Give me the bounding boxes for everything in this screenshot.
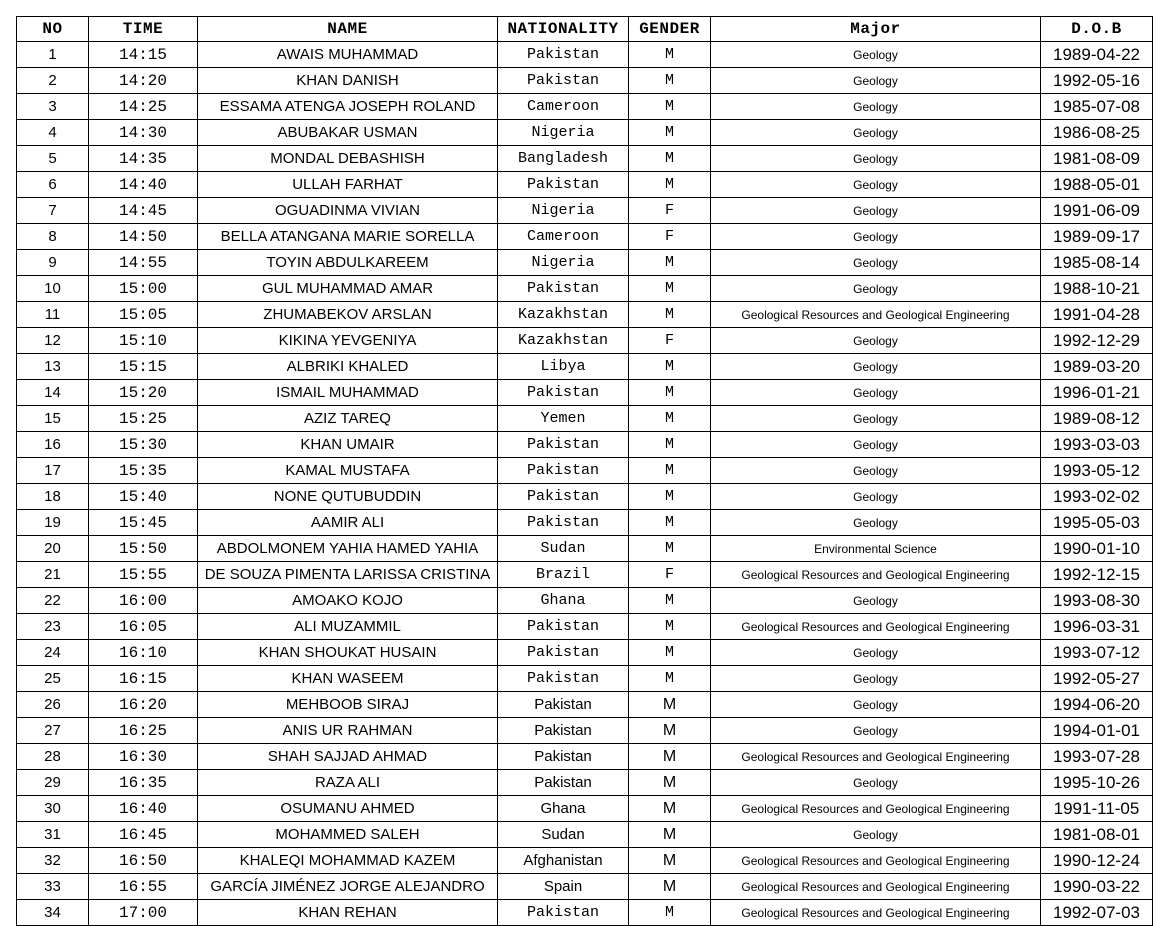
table-row (17, 276, 1153, 302)
cell-no: 23 (17, 614, 89, 640)
cell-gender: F (629, 224, 711, 250)
cell-major: Environmental Science (711, 536, 1041, 562)
cell-dob: 1993-08-30 (1041, 588, 1153, 614)
cell-time: 15:25 (89, 406, 198, 432)
cell-name: BELLA ATANGANA MARIE SORELLA (198, 224, 498, 250)
header-gender: GENDER (629, 17, 711, 42)
cell-nationality: Yemen (498, 406, 629, 432)
cell-major: Geological Resources and Geological Engineering (711, 796, 1041, 822)
cell-nationality: Pakistan (498, 640, 629, 666)
cell-dob: 1991-06-09 (1041, 198, 1153, 224)
cell-nationality: Pakistan (498, 484, 629, 510)
cell-name: KHAN SHOUKAT HUSAIN (198, 640, 498, 666)
table-row (17, 432, 1153, 458)
cell-name: ANIS UR RAHMAN (198, 718, 498, 744)
cell-nationality: Pakistan (498, 68, 629, 94)
cell-no: 29 (17, 770, 89, 796)
cell-dob: 1989-04-22 (1041, 42, 1153, 68)
cell-dob: 1985-07-08 (1041, 94, 1153, 120)
cell-no: 14 (17, 380, 89, 406)
cell-dob: 1988-05-01 (1041, 172, 1153, 198)
cell-dob: 1991-11-05 (1041, 796, 1153, 822)
cell-dob: 1992-12-15 (1041, 562, 1153, 588)
table-header-row (17, 17, 1153, 42)
attendance-table (16, 16, 1153, 926)
cell-name: AMOAKO KOJO (198, 588, 498, 614)
cell-time: 16:15 (89, 666, 198, 692)
cell-no: 25 (17, 666, 89, 692)
cell-time: 16:30 (89, 744, 198, 770)
cell-dob: 1995-05-03 (1041, 510, 1153, 536)
table-row (17, 614, 1153, 640)
table-row (17, 718, 1153, 744)
cell-nationality: Pakistan (498, 42, 629, 68)
cell-name: OSUMANU AHMED (198, 796, 498, 822)
cell-no: 9 (17, 250, 89, 276)
cell-major: Geology (711, 328, 1041, 354)
cell-no: 26 (17, 692, 89, 718)
table-row (17, 120, 1153, 146)
cell-no: 19 (17, 510, 89, 536)
cell-name: ABDOLMONEM YAHIA HAMED YAHIA (198, 536, 498, 562)
cell-name: GUL MUHAMMAD AMAR (198, 276, 498, 302)
cell-no: 7 (17, 198, 89, 224)
cell-no: 15 (17, 406, 89, 432)
cell-nationality: Libya (498, 354, 629, 380)
cell-name: KHAN WASEEM (198, 666, 498, 692)
cell-no: 18 (17, 484, 89, 510)
cell-nationality: Afghanistan (498, 848, 629, 874)
cell-major: Geology (711, 380, 1041, 406)
cell-nationality: Pakistan (498, 458, 629, 484)
cell-no: 27 (17, 718, 89, 744)
table-row (17, 42, 1153, 68)
cell-time: 14:50 (89, 224, 198, 250)
cell-nationality: Nigeria (498, 198, 629, 224)
cell-time: 14:25 (89, 94, 198, 120)
cell-dob: 1992-12-29 (1041, 328, 1153, 354)
cell-dob: 1994-01-01 (1041, 718, 1153, 744)
header-name: NAME (198, 17, 498, 42)
cell-no: 5 (17, 146, 89, 172)
cell-name: ABUBAKAR USMAN (198, 120, 498, 146)
cell-dob: 1989-08-12 (1041, 406, 1153, 432)
cell-no: 28 (17, 744, 89, 770)
cell-dob: 1995-10-26 (1041, 770, 1153, 796)
cell-gender: M (629, 588, 711, 614)
cell-no: 3 (17, 94, 89, 120)
cell-gender: M (629, 302, 711, 328)
cell-name: KIKINA YEVGENIYA (198, 328, 498, 354)
cell-major: Geological Resources and Geological Engineering (711, 744, 1041, 770)
cell-major: Geology (711, 224, 1041, 250)
header-nationality: NATIONALITY (498, 17, 629, 42)
cell-dob: 1990-12-24 (1041, 848, 1153, 874)
cell-time: 15:10 (89, 328, 198, 354)
cell-major: Geology (711, 250, 1041, 276)
header-major: Major (711, 17, 1041, 42)
table-row (17, 406, 1153, 432)
cell-time: 16:55 (89, 874, 198, 900)
table-row (17, 198, 1153, 224)
cell-name: RAZA ALI (198, 770, 498, 796)
cell-time: 15:55 (89, 562, 198, 588)
cell-major: Geological Resources and Geological Engineering (711, 900, 1041, 926)
cell-gender: M (629, 900, 711, 926)
table-row (17, 328, 1153, 354)
cell-name: MEHBOOB SIRAJ (198, 692, 498, 718)
cell-dob: 1996-03-31 (1041, 614, 1153, 640)
cell-name: AAMIR ALI (198, 510, 498, 536)
cell-nationality: Pakistan (498, 900, 629, 926)
cell-dob: 1992-05-16 (1041, 68, 1153, 94)
cell-major: Geology (711, 692, 1041, 718)
table-row (17, 380, 1153, 406)
cell-major: Geological Resources and Geological Engineering (711, 874, 1041, 900)
cell-gender: M (629, 848, 711, 874)
cell-time: 15:00 (89, 276, 198, 302)
cell-dob: 1992-07-03 (1041, 900, 1153, 926)
table-body (17, 42, 1153, 926)
cell-major: Geology (711, 432, 1041, 458)
cell-gender: M (629, 666, 711, 692)
cell-major: Geology (711, 666, 1041, 692)
table-row (17, 640, 1153, 666)
cell-no: 11 (17, 302, 89, 328)
cell-major: Geology (711, 146, 1041, 172)
table-row (17, 562, 1153, 588)
cell-nationality: Pakistan (498, 744, 629, 770)
table-row (17, 68, 1153, 94)
cell-nationality: Kazakhstan (498, 328, 629, 354)
cell-nationality: Spain (498, 874, 629, 900)
cell-major: Geology (711, 588, 1041, 614)
cell-nationality: Kazakhstan (498, 302, 629, 328)
cell-gender: M (629, 120, 711, 146)
cell-dob: 1990-03-22 (1041, 874, 1153, 900)
cell-major: Geology (711, 354, 1041, 380)
cell-dob: 1993-02-02 (1041, 484, 1153, 510)
table-row (17, 588, 1153, 614)
cell-gender: M (629, 354, 711, 380)
cell-time: 14:35 (89, 146, 198, 172)
cell-time: 16:40 (89, 796, 198, 822)
cell-gender: F (629, 562, 711, 588)
cell-time: 15:20 (89, 380, 198, 406)
cell-no: 1 (17, 42, 89, 68)
cell-nationality: Pakistan (498, 718, 629, 744)
cell-name: OGUADINMA VIVIAN (198, 198, 498, 224)
cell-nationality: Pakistan (498, 510, 629, 536)
cell-time: 16:45 (89, 822, 198, 848)
cell-time: 15:35 (89, 458, 198, 484)
cell-gender: M (629, 796, 711, 822)
table-row (17, 172, 1153, 198)
cell-no: 12 (17, 328, 89, 354)
header-no: NO (17, 17, 89, 42)
cell-no: 2 (17, 68, 89, 94)
cell-major: Geological Resources and Geological Engineering (711, 302, 1041, 328)
cell-major: Geological Resources and Geological Engineering (711, 614, 1041, 640)
cell-name: GARCÍA JIMÉNEZ JORGE ALEJANDRO (198, 874, 498, 900)
cell-time: 17:00 (89, 900, 198, 926)
cell-nationality: Sudan (498, 822, 629, 848)
table-row (17, 848, 1153, 874)
cell-no: 13 (17, 354, 89, 380)
cell-nationality: Pakistan (498, 432, 629, 458)
cell-nationality: Nigeria (498, 120, 629, 146)
cell-time: 15:05 (89, 302, 198, 328)
cell-gender: M (629, 172, 711, 198)
cell-no: 30 (17, 796, 89, 822)
cell-major: Geology (711, 770, 1041, 796)
cell-major: Geology (711, 198, 1041, 224)
cell-gender: M (629, 406, 711, 432)
cell-name: TOYIN ABDULKAREEM (198, 250, 498, 276)
cell-nationality: Pakistan (498, 666, 629, 692)
cell-name: ALBRIKI KHALED (198, 354, 498, 380)
cell-no: 24 (17, 640, 89, 666)
table-row (17, 510, 1153, 536)
cell-gender: F (629, 198, 711, 224)
table-row (17, 666, 1153, 692)
cell-major: Geological Resources and Geological Engineering (711, 848, 1041, 874)
cell-dob: 1993-05-12 (1041, 458, 1153, 484)
cell-major: Geology (711, 406, 1041, 432)
cell-dob: 1996-01-21 (1041, 380, 1153, 406)
cell-major: Geology (711, 484, 1041, 510)
cell-no: 20 (17, 536, 89, 562)
cell-gender: F (629, 328, 711, 354)
table-row (17, 458, 1153, 484)
cell-dob: 1988-10-21 (1041, 276, 1153, 302)
cell-no: 6 (17, 172, 89, 198)
cell-gender: M (629, 94, 711, 120)
cell-name: ULLAH FARHAT (198, 172, 498, 198)
header-time: TIME (89, 17, 198, 42)
cell-time: 14:40 (89, 172, 198, 198)
cell-no: 22 (17, 588, 89, 614)
cell-nationality: Pakistan (498, 380, 629, 406)
cell-dob: 1989-09-17 (1041, 224, 1153, 250)
cell-major: Geology (711, 172, 1041, 198)
cell-nationality: Nigeria (498, 250, 629, 276)
table-row (17, 146, 1153, 172)
cell-gender: M (629, 458, 711, 484)
cell-major: Geology (711, 120, 1041, 146)
cell-time: 15:45 (89, 510, 198, 536)
table-row (17, 536, 1153, 562)
cell-name: SHAH SAJJAD AHMAD (198, 744, 498, 770)
cell-gender: M (629, 770, 711, 796)
cell-gender: M (629, 380, 711, 406)
cell-major: Geological Resources and Geological Engineering (711, 562, 1041, 588)
cell-major: Geology (711, 94, 1041, 120)
table-row (17, 302, 1153, 328)
cell-nationality: Sudan (498, 536, 629, 562)
cell-no: 31 (17, 822, 89, 848)
cell-no: 4 (17, 120, 89, 146)
cell-major: Geology (711, 510, 1041, 536)
cell-name: DE SOUZA PIMENTA LARISSA CRISTINA (198, 562, 498, 588)
cell-gender: M (629, 276, 711, 302)
cell-no: 16 (17, 432, 89, 458)
cell-name: AZIZ TAREQ (198, 406, 498, 432)
cell-major: Geology (711, 276, 1041, 302)
table-row (17, 900, 1153, 926)
cell-name: KAMAL MUSTAFA (198, 458, 498, 484)
cell-time: 14:55 (89, 250, 198, 276)
cell-gender: M (629, 536, 711, 562)
cell-no: 21 (17, 562, 89, 588)
cell-time: 16:20 (89, 692, 198, 718)
cell-time: 16:05 (89, 614, 198, 640)
cell-gender: M (629, 640, 711, 666)
cell-dob: 1985-08-14 (1041, 250, 1153, 276)
cell-time: 16:25 (89, 718, 198, 744)
cell-name: ZHUMABEKOV ARSLAN (198, 302, 498, 328)
cell-time: 15:15 (89, 354, 198, 380)
cell-time: 15:50 (89, 536, 198, 562)
table-row (17, 744, 1153, 770)
table-row (17, 692, 1153, 718)
cell-nationality: Pakistan (498, 692, 629, 718)
cell-dob: 1990-01-10 (1041, 536, 1153, 562)
cell-dob: 1991-04-28 (1041, 302, 1153, 328)
cell-name: NONE QUTUBUDDIN (198, 484, 498, 510)
cell-name: ALI MUZAMMIL (198, 614, 498, 640)
cell-time: 14:15 (89, 42, 198, 68)
cell-dob: 1992-05-27 (1041, 666, 1153, 692)
cell-major: Geology (711, 68, 1041, 94)
cell-dob: 1986-08-25 (1041, 120, 1153, 146)
cell-major: Geology (711, 458, 1041, 484)
cell-gender: M (629, 68, 711, 94)
cell-gender: M (629, 432, 711, 458)
table-row (17, 94, 1153, 120)
cell-dob: 1994-06-20 (1041, 692, 1153, 718)
cell-major: Geology (711, 718, 1041, 744)
cell-gender: M (629, 874, 711, 900)
table-row (17, 822, 1153, 848)
cell-name: KHAN DANISH (198, 68, 498, 94)
cell-dob: 1981-08-09 (1041, 146, 1153, 172)
cell-dob: 1993-03-03 (1041, 432, 1153, 458)
cell-no: 33 (17, 874, 89, 900)
cell-no: 34 (17, 900, 89, 926)
cell-nationality: Pakistan (498, 770, 629, 796)
cell-time: 14:45 (89, 198, 198, 224)
cell-nationality: Ghana (498, 796, 629, 822)
cell-gender: M (629, 822, 711, 848)
cell-name: KHAN UMAIR (198, 432, 498, 458)
cell-time: 16:35 (89, 770, 198, 796)
cell-gender: M (629, 484, 711, 510)
cell-dob: 1993-07-12 (1041, 640, 1153, 666)
table-row (17, 770, 1153, 796)
cell-no: 17 (17, 458, 89, 484)
cell-dob: 1993-07-28 (1041, 744, 1153, 770)
header-dob: D.O.B (1041, 17, 1153, 42)
cell-gender: M (629, 718, 711, 744)
table-row (17, 874, 1153, 900)
cell-nationality: Brazil (498, 562, 629, 588)
cell-no: 32 (17, 848, 89, 874)
cell-name: MONDAL DEBASHISH (198, 146, 498, 172)
cell-nationality: Ghana (498, 588, 629, 614)
cell-no: 8 (17, 224, 89, 250)
cell-time: 15:40 (89, 484, 198, 510)
cell-gender: M (629, 146, 711, 172)
cell-gender: M (629, 250, 711, 276)
cell-time: 14:30 (89, 120, 198, 146)
cell-gender: M (629, 744, 711, 770)
cell-major: Geology (711, 640, 1041, 666)
table-row (17, 354, 1153, 380)
cell-nationality: Pakistan (498, 614, 629, 640)
cell-nationality: Bangladesh (498, 146, 629, 172)
cell-dob: 1981-08-01 (1041, 822, 1153, 848)
cell-name: AWAIS MUHAMMAD (198, 42, 498, 68)
schedule-sheet (16, 16, 1153, 926)
table-row (17, 796, 1153, 822)
cell-nationality: Pakistan (498, 172, 629, 198)
cell-gender: M (629, 614, 711, 640)
cell-time: 16:00 (89, 588, 198, 614)
cell-name: KHALEQI MOHAMMAD KAZEM (198, 848, 498, 874)
cell-name: ISMAIL MUHAMMAD (198, 380, 498, 406)
cell-nationality: Cameroon (498, 224, 629, 250)
cell-gender: M (629, 510, 711, 536)
cell-time: 16:50 (89, 848, 198, 874)
cell-time: 14:20 (89, 68, 198, 94)
cell-time: 15:30 (89, 432, 198, 458)
cell-time: 16:10 (89, 640, 198, 666)
cell-dob: 1989-03-20 (1041, 354, 1153, 380)
table-row (17, 224, 1153, 250)
cell-nationality: Pakistan (498, 276, 629, 302)
cell-gender: M (629, 692, 711, 718)
cell-name: ESSAMA ATENGA JOSEPH ROLAND (198, 94, 498, 120)
cell-name: MOHAMMED SALEH (198, 822, 498, 848)
cell-nationality: Cameroon (498, 94, 629, 120)
table-row (17, 250, 1153, 276)
cell-name: KHAN REHAN (198, 900, 498, 926)
cell-no: 10 (17, 276, 89, 302)
cell-major: Geology (711, 822, 1041, 848)
cell-major: Geology (711, 42, 1041, 68)
table-row (17, 484, 1153, 510)
cell-gender: M (629, 42, 711, 68)
